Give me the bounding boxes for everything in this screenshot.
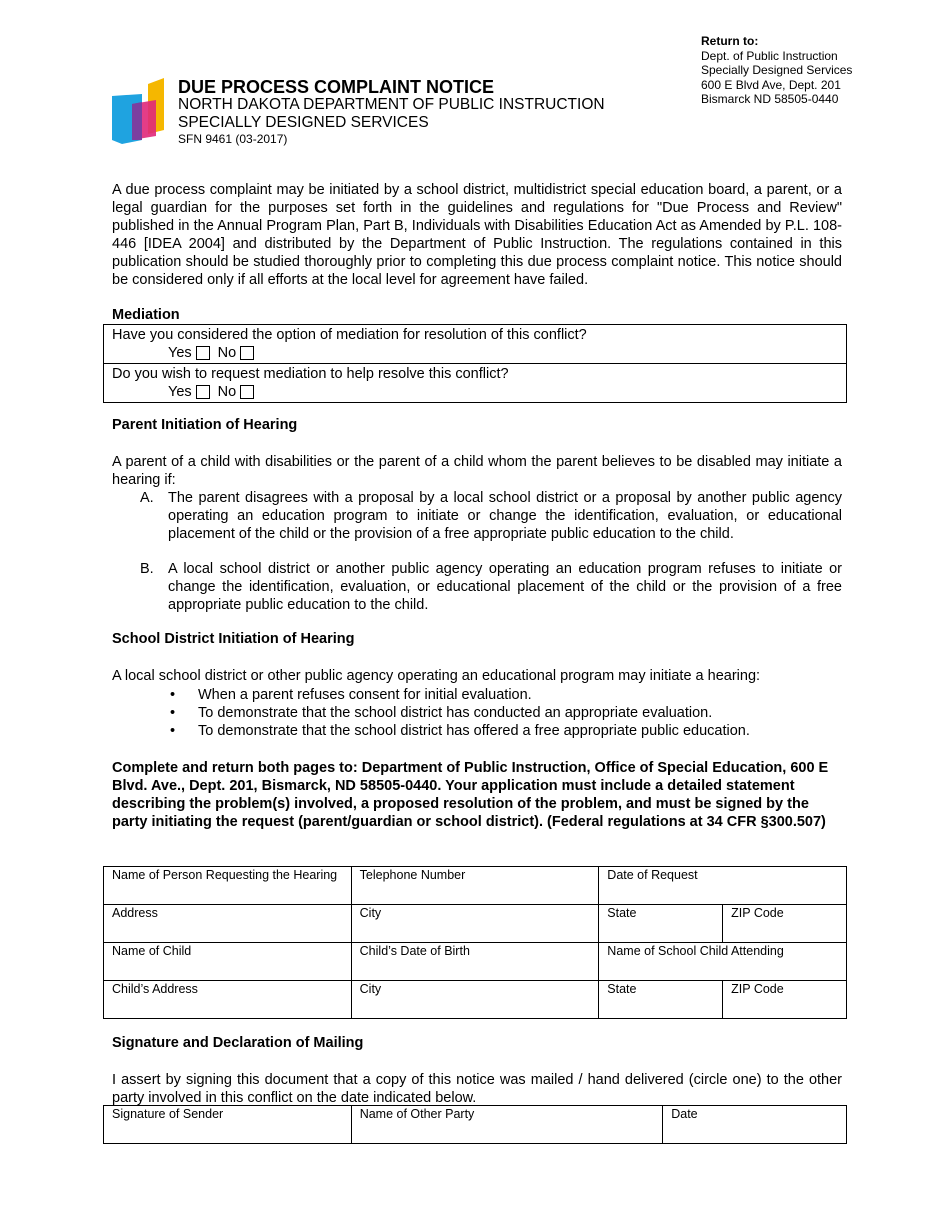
list-item (112, 686, 842, 704)
return-to-label: Return to: (701, 34, 759, 48)
table-row (104, 905, 847, 943)
child-address-field[interactable]: Child’s Address (104, 981, 352, 1019)
name-other-party-field[interactable]: Name of Other Party (351, 1106, 663, 1144)
telephone-field[interactable]: Telephone Number (351, 867, 599, 905)
mediation-heading: Mediation (112, 307, 180, 323)
zip-field[interactable]: ZIP Code (723, 905, 847, 943)
child-zip-field[interactable]: ZIP Code (723, 981, 847, 1019)
list-item-text: The parent disagrees with a proposal by a local school district or a proposal by another public agency operating an education program to initiate or change the identification, evaluation, or educational placement of the child or the provision of a free appropriate public education to the child. (168, 490, 842, 542)
address-field[interactable]: Address (104, 905, 352, 943)
division-name: SPECIALLY DESIGNED SERVICES (178, 114, 429, 131)
school-field[interactable]: Name of School Child Attending (599, 943, 847, 981)
district-initiation-heading: School District Initiation of Hearing (112, 631, 355, 647)
form-number: SFN 9461 (03-2017) (178, 132, 288, 146)
list-item-text: When a parent refuses consent for initial evaluation. (198, 687, 532, 703)
yes-no-options (112, 344, 838, 362)
no-label: No (217, 384, 237, 400)
table-row (104, 943, 847, 981)
return-address (701, 34, 852, 107)
table-row (104, 867, 847, 905)
page-title: DUE PROCESS COMPLAINT NOTICE (178, 77, 495, 97)
date-of-request-field[interactable]: Date of Request (599, 867, 847, 905)
bullet-icon: • (170, 723, 176, 739)
return-line: 600 E Blvd Ave, Dept. 201 (701, 77, 841, 92)
table-row (104, 981, 847, 1019)
child-name-field[interactable]: Name of Child (104, 943, 352, 981)
return-line: Bismarck ND 58505-0440 (701, 92, 839, 106)
ndpi-logo-icon (112, 78, 168, 146)
parent-initiation-heading: Parent Initiation of Hearing (112, 417, 298, 433)
state-field[interactable]: State (599, 905, 723, 943)
q2-yes-checkbox[interactable] (196, 385, 210, 399)
no-label: No (217, 345, 237, 361)
bullet-icon: • (170, 687, 176, 703)
signature-heading: Signature and Declaration of Mailing (112, 1035, 364, 1051)
yes-label: Yes (168, 345, 192, 361)
child-state-field[interactable]: State (599, 981, 723, 1019)
return-line: Specially Designed Services (701, 63, 853, 77)
bullet-icon: • (170, 705, 176, 721)
intro-paragraph: A due process complaint may be initiated by a school district, multidistrict special education board, a parent, or a legal guardian for the purposes set forth in the guidelines and regulations for "Due Process and Review" published in the Annual Program Plan, Part B, Individuals with Disabilities Education Act as Amended by P.L. 108-446 [IDEA 2004] and distributed by the Department of Public Instruction. The regulations contained in this publication should be studied thoroughly prior to completing this due process complaint notice. This notice should be considered only if all efforts at the local level for agreement have failed. (112, 182, 842, 288)
list-item (140, 489, 842, 543)
list-marker: A. (140, 490, 154, 506)
name-requesting-field[interactable]: Name of Person Requesting the Hearing (104, 867, 352, 905)
mediation-q1-text: Have you considered the option of mediation for resolution of this conflict? (112, 327, 587, 343)
q2-no-checkbox[interactable] (240, 385, 254, 399)
district-conditions-list (112, 686, 842, 740)
district-initiation-intro: A local school district or other public agency operating an educational program may initiate a hearing: (112, 668, 761, 684)
q1-no-checkbox[interactable] (240, 346, 254, 360)
parent-conditions-list (140, 489, 842, 614)
form-header (178, 78, 605, 147)
requester-info-table (103, 866, 847, 1019)
department-name: NORTH DAKOTA DEPARTMENT OF PUBLIC INSTRUCTION (178, 96, 605, 113)
child-city-field[interactable]: City (351, 981, 599, 1019)
child-dob-field[interactable]: Child’s Date of Birth (351, 943, 599, 981)
mediation-q2-text: Do you wish to request mediation to help resolve this conflict? (112, 366, 509, 382)
list-item (112, 704, 842, 722)
q1-yes-checkbox[interactable] (196, 346, 210, 360)
signature-declaration: I assert by signing this document that a copy of this notice was mailed / hand delivered (circle one) to the other party involved in this conflict on the date indicated below. (112, 1072, 842, 1106)
parent-initiation-intro: A parent of a child with disabilities or the parent of a child whom the parent believes to be disabled may initiate a hearing if: (112, 454, 842, 488)
signature-date-field[interactable]: Date (663, 1106, 847, 1144)
list-item (140, 560, 842, 614)
signature-table (103, 1105, 847, 1144)
yes-no-options (112, 383, 838, 401)
mediation-table (103, 324, 847, 403)
city-field[interactable]: City (351, 905, 599, 943)
list-item-text: A local school district or another public agency operating an education program refuses to initiate or change the identification, evaluation, or educational placement of the child or the provision of a free appropriate public education to the child. (168, 561, 842, 613)
list-marker: B. (140, 561, 154, 577)
list-item-text: To demonstrate that the school district has offered a free appropriate public education. (198, 723, 750, 739)
signature-of-sender-field[interactable]: Signature of Sender (104, 1106, 352, 1144)
return-line: Dept. of Public Instruction (701, 48, 838, 63)
yes-label: Yes (168, 384, 192, 400)
mediation-question-2 (104, 363, 846, 402)
return-instructions: Complete and return both pages to: Department of Public Instruction, Office of Special Education, 600 E Blvd. Ave., Dept. 201, Bismarck, ND 58505-0440. Your application must include a detailed statement describing the problem(s) involved, a proposed resolution of the problem, and must be signed by the party initiating the request (parent/guardian or school district). (Federal regulations at 34 CFR §300.507) (112, 760, 829, 830)
table-row (104, 1106, 847, 1144)
mediation-question-1 (104, 325, 846, 363)
list-item (112, 722, 842, 740)
list-item-text: To demonstrate that the school district has conducted an appropriate evaluation. (198, 705, 713, 721)
